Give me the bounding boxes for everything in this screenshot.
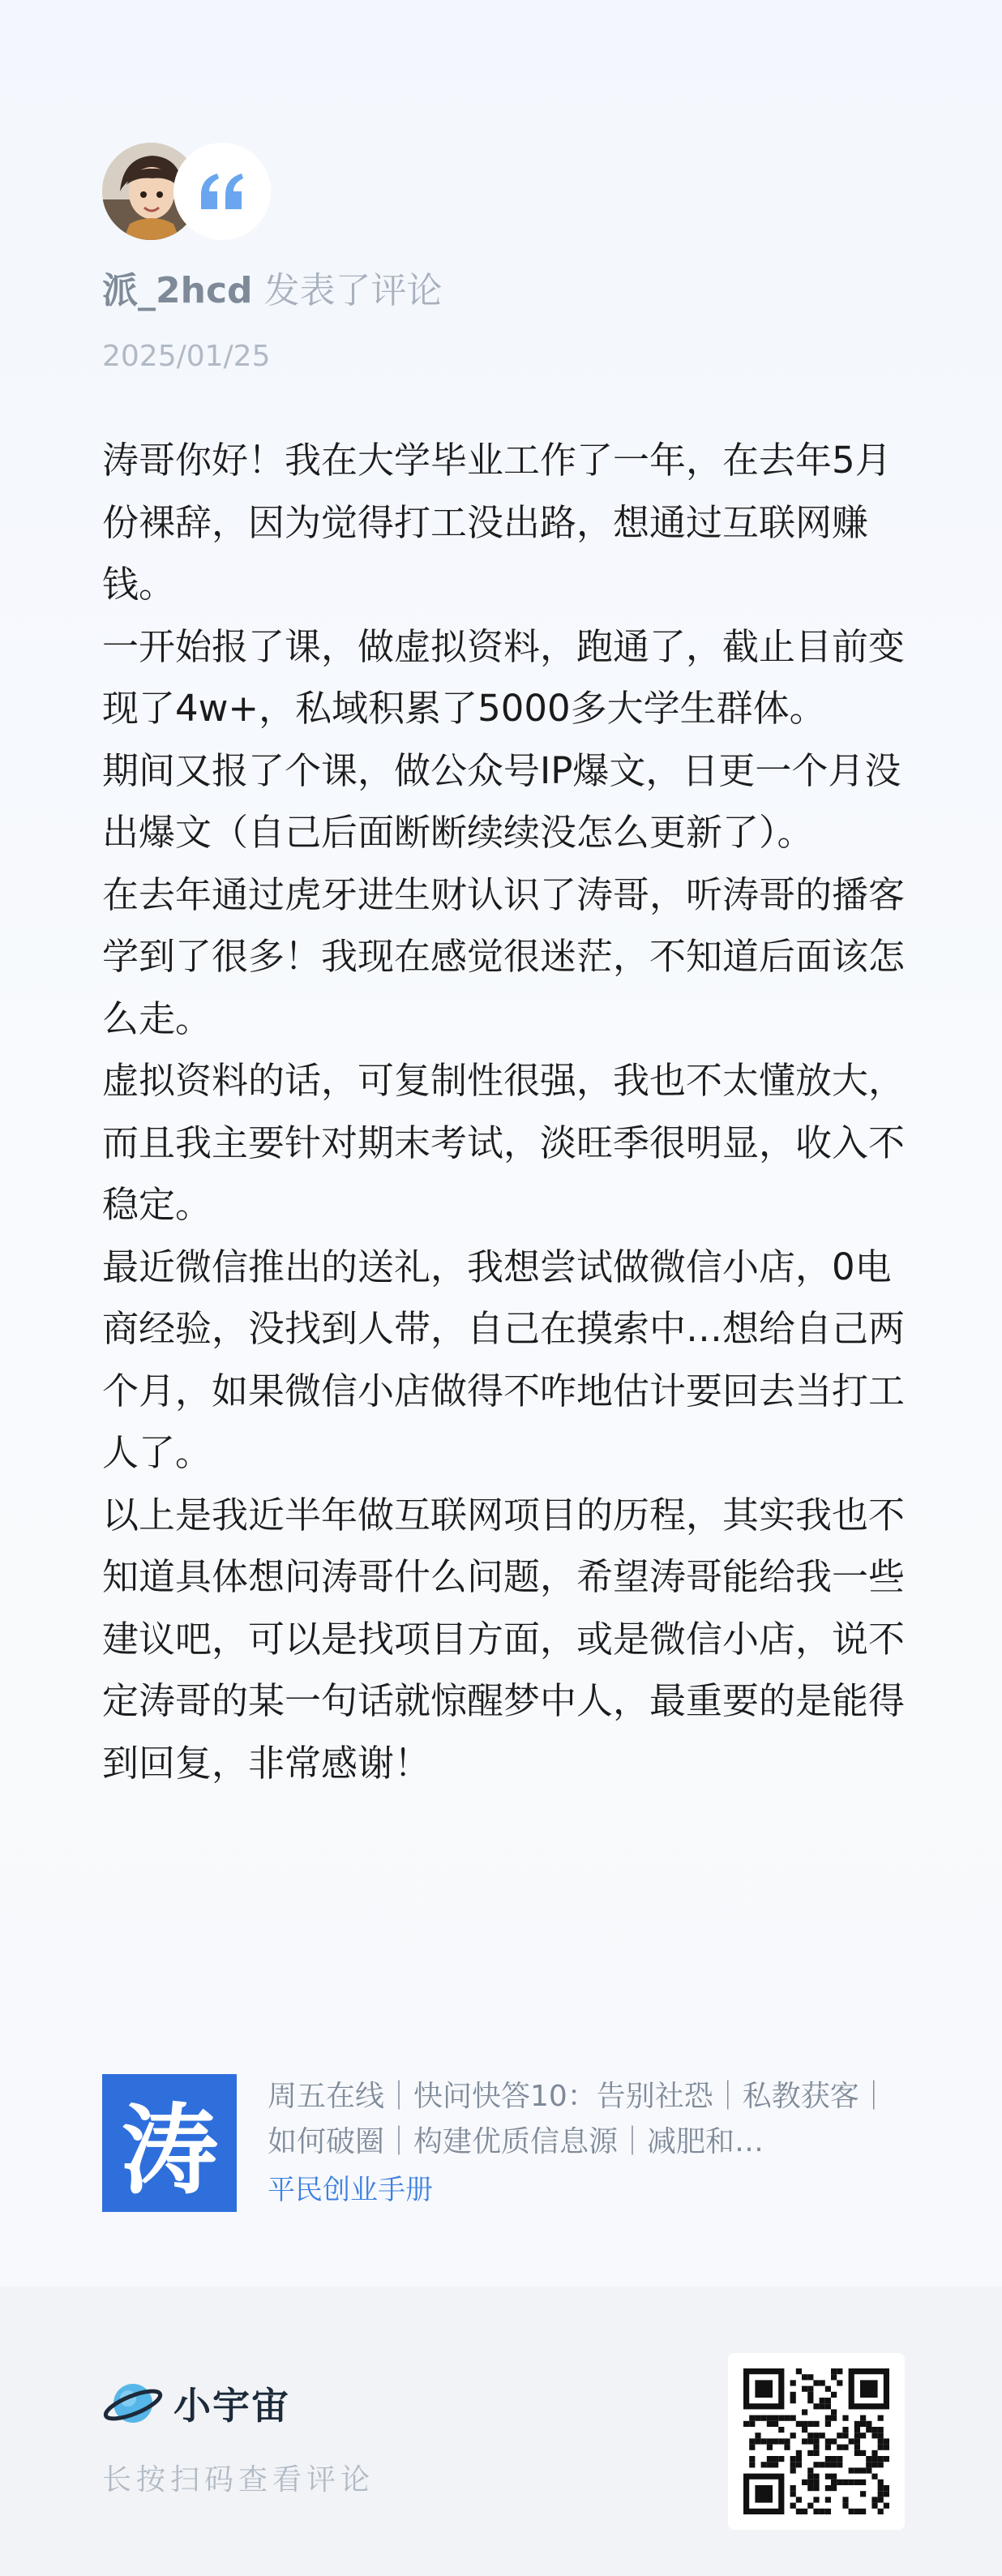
comment-paragraph: 一开始报了课，做虚拟资料，跑通了，截止目前变现了4w+，私域积累了5000多大学生群体。 [102, 624, 906, 730]
scan-hint: 长按扫码查看评论 [102, 2463, 375, 2497]
planet-icon [102, 2372, 164, 2434]
comment-paragraph: 虚拟资料的话，可复制性很强，我也不太懂放大，而且我主要针对期末考试，淡旺季很明显，收入不稳定。 [102, 1059, 906, 1226]
post-date: 2025/01/25 [102, 340, 271, 373]
comment-body [102, 430, 913, 1794]
brand-logo [102, 2371, 290, 2436]
author-name[interactable]: 派_2hcd [102, 270, 253, 311]
episode-title[interactable]: 周五在线｜快问快答10：告别社恐｜私教获客｜如何破圈｜构建优质信息源｜减肥和… [268, 2080, 889, 2158]
author-line [102, 263, 443, 319]
comment-paragraph: 最近微信推出的送礼，我想尝试做微信小店，0电商经验，没找到人带，自己在摸索中…想给自己两个月，如果微信小店做得不咋地估计要回去当打工人了。 [102, 1245, 906, 1474]
comment-paragraph: 涛哥你好！我在大学毕业工作了一年，在去年5月份裸辞，因为觉得打工没出路，想通过互联网赚钱。 [102, 439, 892, 606]
comment-paragraph: 在去年通过虎牙进生财认识了涛哥，听涛哥的播客学到了很多！我现在感觉很迷茫，不知道后面该怎么走。 [102, 872, 906, 1040]
qr-code-icon[interactable] [728, 2353, 905, 2530]
episode-link-card[interactable] [102, 2074, 900, 2212]
comment-paragraph: 期间又报了个课，做公众号IP爆文，日更一个月没出爆文（自己后面断断续续没怎么更新了）。 [102, 748, 901, 854]
footer [0, 2287, 1002, 2576]
episode-thumbnail[interactable]: 涛 [102, 2074, 237, 2212]
brand-name: 小宇宙 [173, 2384, 290, 2428]
author-action: 发表了评论 [263, 270, 443, 311]
comment-paragraph: 以上是我近半年做互联网项目的历程，其实我也不知道具体想问涛哥什么问题，希望涛哥能给我一些建议吧，可以是找项目方面，或是微信小店，说不定涛哥的某一句话就惊醒梦中人，最重要的是能得到回复，非常感谢！ [102, 1493, 906, 1785]
podcast-name-link[interactable]: 平民创业手册 [268, 2174, 433, 2206]
quote-icon [173, 143, 271, 240]
